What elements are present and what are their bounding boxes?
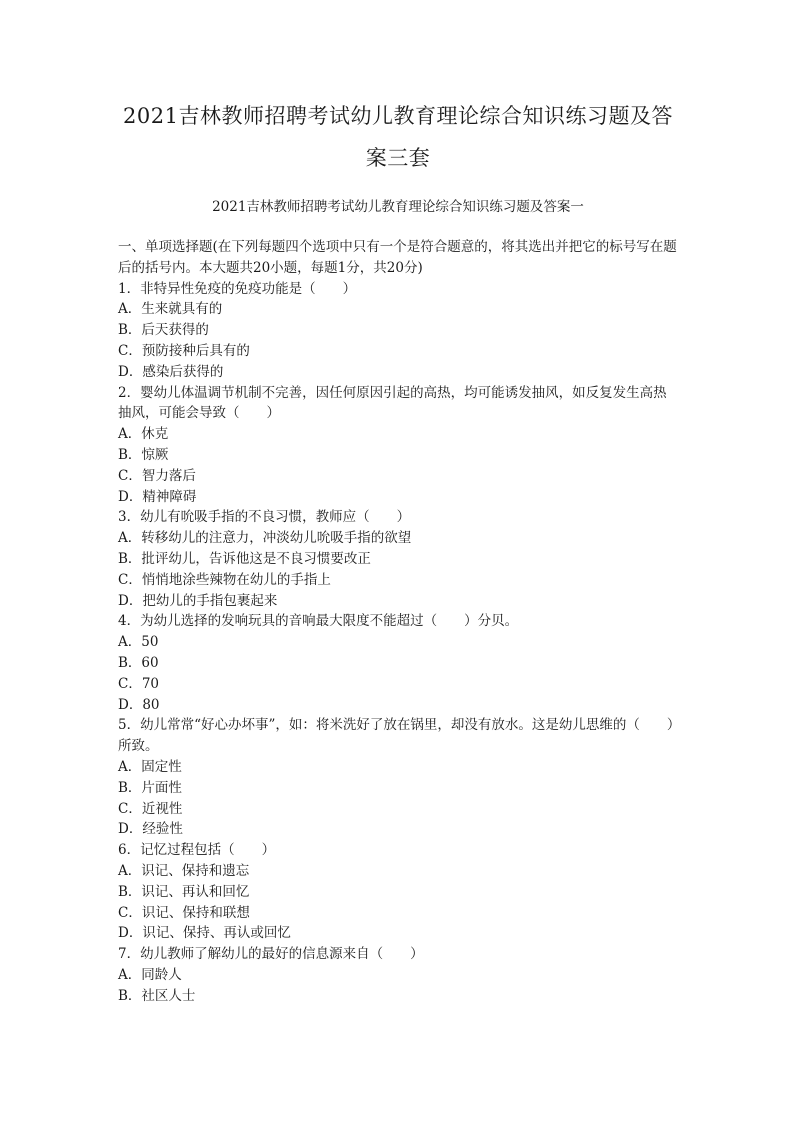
question-block xyxy=(118,507,678,611)
document-page xyxy=(118,95,678,1006)
document-title-line2: 案三套 xyxy=(365,146,431,170)
question-option: D．识记、保持、再认或回忆 xyxy=(118,925,291,942)
question-list xyxy=(118,279,678,1007)
document-title-line1: 2021吉林教师招聘考试幼儿教育理论综合知识练习题及答 xyxy=(123,104,673,128)
question-option: C．70 xyxy=(118,675,160,692)
question-option: D．经验性 xyxy=(118,821,183,838)
question-option: B．识记、再认和回忆 xyxy=(118,883,250,900)
question-option: D．80 xyxy=(118,696,160,713)
question-option: D．精神障碍 xyxy=(118,488,197,505)
question-stem: 7．幼儿教师了解幼儿的最好的信息源来自（ ） xyxy=(118,946,424,963)
document-subtitle: 2021吉林教师招聘考试幼儿教育理论综合知识练习题及答案一 xyxy=(212,199,584,215)
question-block xyxy=(118,611,678,715)
question-option: C．悄悄地涂些辣物在幼儿的手指上 xyxy=(118,571,331,588)
question-option: B．后天获得的 xyxy=(118,322,209,339)
question-option: A．固定性 xyxy=(118,758,182,775)
question-stem: 1．非特异性免疫的免疫功能是（ ） xyxy=(118,280,357,297)
question-option: A．50 xyxy=(118,634,159,651)
question-stem: 4．为幼儿选择的发响玩具的音响最大限度不能超过（ ）分贝。 xyxy=(118,613,519,630)
question-option: A．同龄人 xyxy=(118,966,182,983)
question-stem: 6．记忆过程包括（ ） xyxy=(118,842,276,859)
question-option: A．生来就具有的 xyxy=(118,301,223,318)
question-option: B．片面性 xyxy=(118,779,182,796)
question-option: D．感染后获得的 xyxy=(118,363,224,380)
question-block xyxy=(118,840,678,944)
question-option: A．休克 xyxy=(118,426,169,443)
question-stem: 5．幼儿常常“好心办坏事”，如：将米洗好了放在锅里，却没有放水。这是幼儿思维的（ ）所致。 xyxy=(118,717,674,755)
question-block xyxy=(118,383,678,508)
question-block xyxy=(118,944,678,1006)
document-title xyxy=(118,95,678,179)
question-option: B．批评幼儿，告诉他这是不良习惯要改正 xyxy=(118,550,371,567)
question-option: C．预防接种后具有的 xyxy=(118,342,250,359)
question-option: C．近视性 xyxy=(118,800,183,817)
question-block xyxy=(118,715,678,840)
question-stem: 3．幼儿有吮吸手指的不良习惯，教师应（ ） xyxy=(118,509,411,526)
question-option: C．智力落后 xyxy=(118,467,196,484)
question-option: C．识记、保持和联想 xyxy=(118,904,250,921)
question-option: B．惊厥 xyxy=(118,446,169,463)
question-option: B．社区人士 xyxy=(118,987,196,1004)
question-option: B．60 xyxy=(118,654,159,671)
question-option: A．转移幼儿的注意力，冲淡幼儿吮吸手指的欲望 xyxy=(118,530,412,547)
question-option: D．把幼儿的手指包裹起来 xyxy=(118,592,278,609)
question-option: A．识记、保持和遗忘 xyxy=(118,862,250,879)
question-stem: 2．婴幼儿体温调节机制不完善，因任何原因引起的高热，均可能诱发抽风，如反复发生高热抽风，可能会导致（ ） xyxy=(118,384,667,422)
question-block xyxy=(118,279,678,383)
section-intro: 一、单项选择题(在下列每题四个选项中只有一个是符合题意的，将其选出并把它的标号写在题后的括号内。本大题共20小题，每题1分，共20分) xyxy=(118,239,677,276)
